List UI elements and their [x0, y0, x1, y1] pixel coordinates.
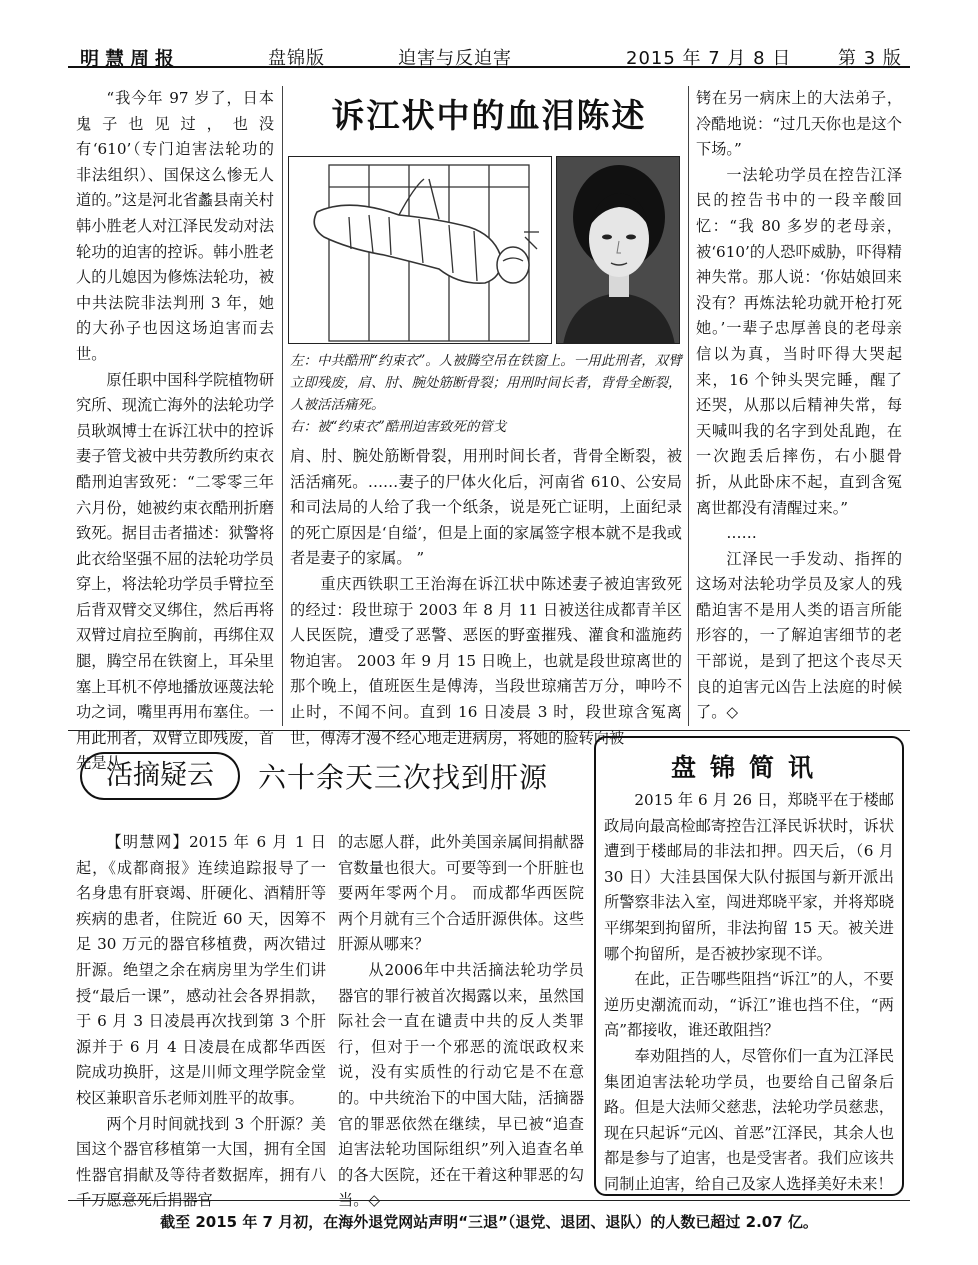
portrait-photo-icon: [557, 157, 680, 344]
issue-date: 2015 年 7 月 8 日: [626, 48, 792, 69]
masthead: 明慧周报: [80, 48, 181, 70]
article1-right-column: [696, 86, 902, 726]
paragraph: 肩、肘、腕处筋断骨裂，用刑时间长者，背骨全断裂，被活活痛死。……妻子的尸体火化后，河南省 610、公安局和司法局的人给了我一个纸条，说是死亡证明，上面纪录的死亡原因是‘自缢’，但是上面的家属签字根本就不是我或者是妻子的家属。 ”: [290, 447, 682, 568]
paragraph: 两个月时间就找到 3 个肝源？美国这个器官移植第一大国，拥有全国性器官捐献及等待者数据库，拥有八千万愿意死后捐器官: [76, 1114, 326, 1210]
section-label: 迫害与反迫害: [398, 48, 512, 69]
article1-left-column: [76, 86, 274, 777]
article1-title: 诉江状中的血泪陈述: [331, 96, 647, 135]
footer-rule: [68, 1200, 910, 1201]
image-caption: [290, 350, 682, 438]
paragraph: 【明慧网】2015 年 6 月 1 日起，《成都商报》连续追踪报导了一名身患有肝衰竭、肝硬化、酒精肝等疾病的患者，住院近 60 天，因筹不足 30 万元的器官移植费，两次错过肝源。绝望之余在病房里为学生们讲授“最后一课”，感动社会各界捐款，于 6 月 3 日凌晨再次找到第 3 个肝源并于 6 月 4 日凌晨在成都华西医院成功换肝，这是川师文理学院金堂校区兼职音乐老师刘胜平的故事。: [76, 833, 326, 1107]
paragraph: 从2006年中共活摘法轮功学员器官的罪行被首次揭露以来，虽然国际社会一直在谴责中共的反人类罪行，但对于一个邪恶的流氓政权来说，没有实质性的行动它是不在意的。中共统治下的中国大陆，活摘器官的罪恶依然在继续，早已被“追查迫害法轮功国际组织”列入追查名单的各大医院，还在干着这种罪恶的勾当。◇: [338, 960, 584, 1210]
restraint-jacket-drawing-icon: [289, 157, 552, 344]
article2-title: 六十余天三次找到肝源: [258, 761, 549, 794]
news-brief-title: 盘锦简讯: [670, 753, 827, 782]
paragraph: 的志愿人群，此外美国亲属间捐献器官数量也很大。可要等到一个肝脏也要两年零两个月。 而成都华西医院两个月就有三个合适肝源供体。这些肝源从哪来？: [338, 833, 584, 954]
paragraph: 一法轮功学员在控告江泽民的控告书中的一段辛酸回忆：“我 80 多岁的老母亲，被‘610’的人恐吓威胁，吓得精神失常。那人说：‘你姑娘回来没有？再炼法轮功就开枪打死她。’一辈子忠厚善良的老母亲信以为真，当时吓得大哭起来，16 个钟头哭完睡，醒了还哭，从那以后精神失常，每天喊叫我的名字到处乱跑，在一次跑丢后摔伤，右小腿骨折，从此卧床不起，直到含冤离世都没有清醒过来。”: [696, 165, 902, 517]
caption-left: 左：中共酷刑“约束衣”。人被腾空吊在铁窗上。一用此刑者，双臂立即残废，肩、肘、腕处筋断骨裂；用刑时间长者，背骨全断裂，人被活活痛死。: [290, 353, 682, 413]
torture-illustration: [288, 156, 552, 344]
paragraph: 重庆西铁职工王治海在诉江状中陈述妻子被迫害致死的经过：段世琼于 2003 年 8 月 11 日被送往成都青羊区人民医院，遭受了恶警、恶医的野蛮摧残、灌食和滥施药物迫害。 2003 年 9 月 15 日晚上，也就是段世琼离世的那个晚上，值班医生是傅涛，当段世琼痛苦万分，呻吟不止时，不闻不问。直到 16 日凌晨 3 时，段世琼含冤离世，傅涛才漫不经心地走进病房，将她的脸转向被: [290, 574, 682, 747]
paragraph: 江泽民一手发动、指挥的这场对法轮功学员及家人的残酷迫害不是用人类的语言所能形容的，一了解迫害细节的老干部说，是到了把这个丧尽天良的迫害元凶告上法庭的时候了。◇: [696, 549, 902, 722]
ellipsis: ……: [726, 524, 757, 543]
column-divider: [688, 86, 689, 726]
footer-notice: 截至 2015 年 7 月初，在海外退党网站声明“三退”（退党、退团、退队）的人数已超过 2.07 亿。: [160, 1213, 818, 1231]
victim-portrait: [556, 156, 680, 344]
topic-tag: 活摘疑云: [80, 752, 240, 800]
edition-label: 盘锦版: [268, 48, 325, 69]
section-rule: [68, 730, 910, 731]
paragraph: 铐在另一病床上的大法弟子，冷酷地说：“过几天你也是这个下场。”: [696, 89, 902, 159]
page-number: 第 3 版: [838, 48, 902, 69]
paragraph: 原任职中国科学院植物研究所、现流亡海外的法轮功学员耿飒博士在诉江状中的控诉妻子管戈被中共劳教所约束衣酷刑迫害致死：“二零零三年六月份，她被约束衣酷刑折磨致死。据目击者描述：狱警将此衣给坚强不屈的法轮功学员穿上，将法轮功学员手臂拉至后背双臂交叉绑住，然后再将双臂过肩拉至胸前，再绑住双腿，腾空吊在铁窗上，耳朵里塞上耳机不停地播放诬蔑法轮功之词，嘴里再用布塞住。一用此刑者，双臂立即残废，首先是从: [76, 370, 274, 773]
news-brief-body: [604, 788, 894, 1198]
column-divider: [282, 86, 283, 726]
article2-column-1: [76, 830, 326, 1214]
paragraph: 在此，正告哪些阻挡“诉江”的人，不要逆历史潮流而动，“诉江”谁也挡不住，“两高”都接收，谁还敢阻挡？: [604, 970, 894, 1040]
header-rule: [68, 66, 910, 68]
paragraph: “我今年 97 岁了，日本鬼子也见过，也没有‘610’（专门迫害法轮功的非法组织）、国保这么惨无人道的。”这是河北省蠡县南关村韩小胜老人对江泽民发动对法轮功的迫害的控诉。韩小胜老人的儿媳因为修炼法轮功，被中共法院非法判刑 3 年，她的大孙子也因这场迫害而去世。: [76, 89, 274, 363]
paragraph: 奉劝阻挡的人，尽管你们一直为江泽民集团迫害法轮功学员，也要给自己留条后路。但是大法师父慈悲，法轮功学员慈悲，现在只起诉“元凶、首恶”江泽民，其余人也都是参与了迫害，也是受害者。我们应该共同制止迫害，给自己及家人选择美好未来！: [604, 1046, 894, 1193]
article2-column-2: [338, 830, 584, 1214]
caption-right: 右：被“约束衣”酷刑迫害致死的管戈: [290, 419, 507, 435]
article1-middle-column: [290, 444, 682, 751]
paragraph: 2015 年 6 月 26 日，郑晓平在于楼邮政局向最高检邮寄控告江泽民诉状时，诉状遭到于楼邮局的非法扣押。四天后，（6 月 30 日）大洼县国保大队付振国与新开派出所警察非法入室，闯进郑晓平家，并将郑晓平绑架到拘留所，非法拘留 15 天。被关进哪个拘留所，是否被抄家现不详。: [604, 791, 894, 963]
